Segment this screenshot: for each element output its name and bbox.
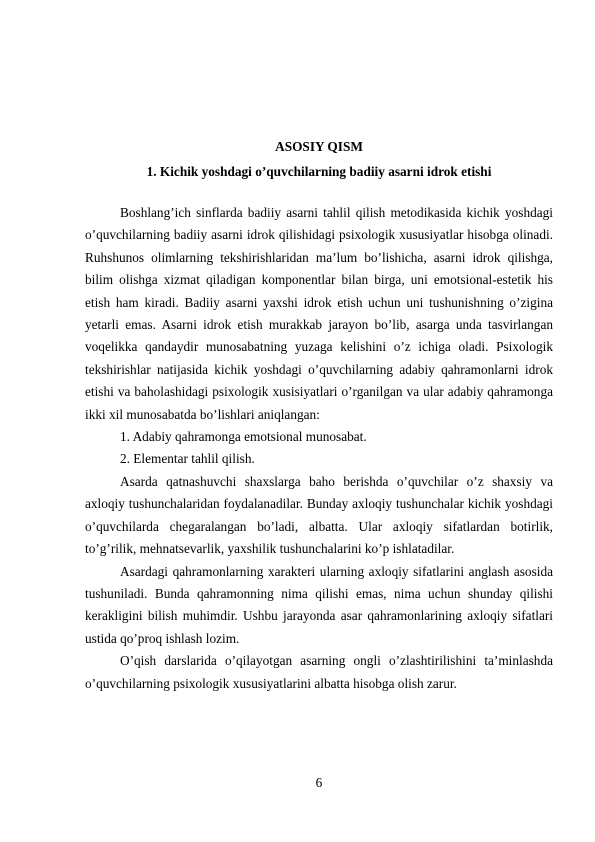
body-text	[85, 202, 553, 695]
paragraph: Asardagi qahramonlarning xarakteri ularning axloqiy sifatlarini anglash asosida tushuniladi. Bunda qahramonning nima qilishi emas, nima uchun shunday qilishi kerakligini bilish muhimdir. Ushbu jarayonda asar qahramonlarining axloqiy sifatlari ustida qo’proq ishlash lozim.	[85, 563, 553, 646]
list-item: 1. Adabiy qahramonga emotsional munosabat.	[120, 429, 367, 445]
section-title: ASOSIY QISM	[275, 139, 363, 154]
subsection-title: 1. Kichik yoshdagi o’quvchilarning badiiy asarni idrok etishi	[146, 164, 492, 179]
paragraph: O’qish darslarida o’qilayotgan asarning ongli o’zlashtirilishini ta’minlashda o’quvchilarning psixologik xususiyatlarini albatta hisobga olish zarur.	[85, 653, 553, 691]
page-number: 6	[315, 775, 323, 790]
paragraph: Asarda qatnashuvchi shaxslarga baho berishda o’quvchilar o’z shaxsiy va axloqiy tushunchalaridan foydalanadilar. Bunday axloqiy tushunchalar kichik yoshdagi o’quvchilarda chegaralangan bo’ladi, albatta. Ular axloqiy sifatlardan botirlik, to’g’rilik, mehnatsevarlik, yaxshilik tushunchalarini ko’p ishlatadilar.	[85, 473, 553, 557]
list-item: 2. Elementar tahlil qilish.	[120, 451, 255, 467]
paragraph: Boshlang’ich sinflarda badiiy asarni tahlil qilish metodikasida kichik yoshdagi o’quvchilarning badiiy asarni idrok qilishidagi psixologik xususiyatlar hisobga olinadi. Ruhshunos olimlarning tekshirishlaridan ma’lum bo’lishicha, asarni idrok qilishga, bilim olishga xizmat qiladigan komponentlar bilan birga, uni emotsional-estetik his etish ham kiradi. Badiiy asarni yaxshi idrok etish uchun uni tushunishning o’zigina yetarli emas. Asarni idrok etish murakkab jarayon bo’lib, asarga unda tasvirlangan voqelikka qandaydir munosabatning yuzaga kelishini o’z ichiga oladi. Psixologik tekshirishlar natijasida kichik yoshdagi o’quvchilarning adabiy qahramonlarni idrok etishi va baholashidagi psixologik xusisiyatlari o’rganilgan va ular adabiy qahramonga ikki xil munosabatda bo’lishlari aniqlangan:	[85, 205, 553, 422]
